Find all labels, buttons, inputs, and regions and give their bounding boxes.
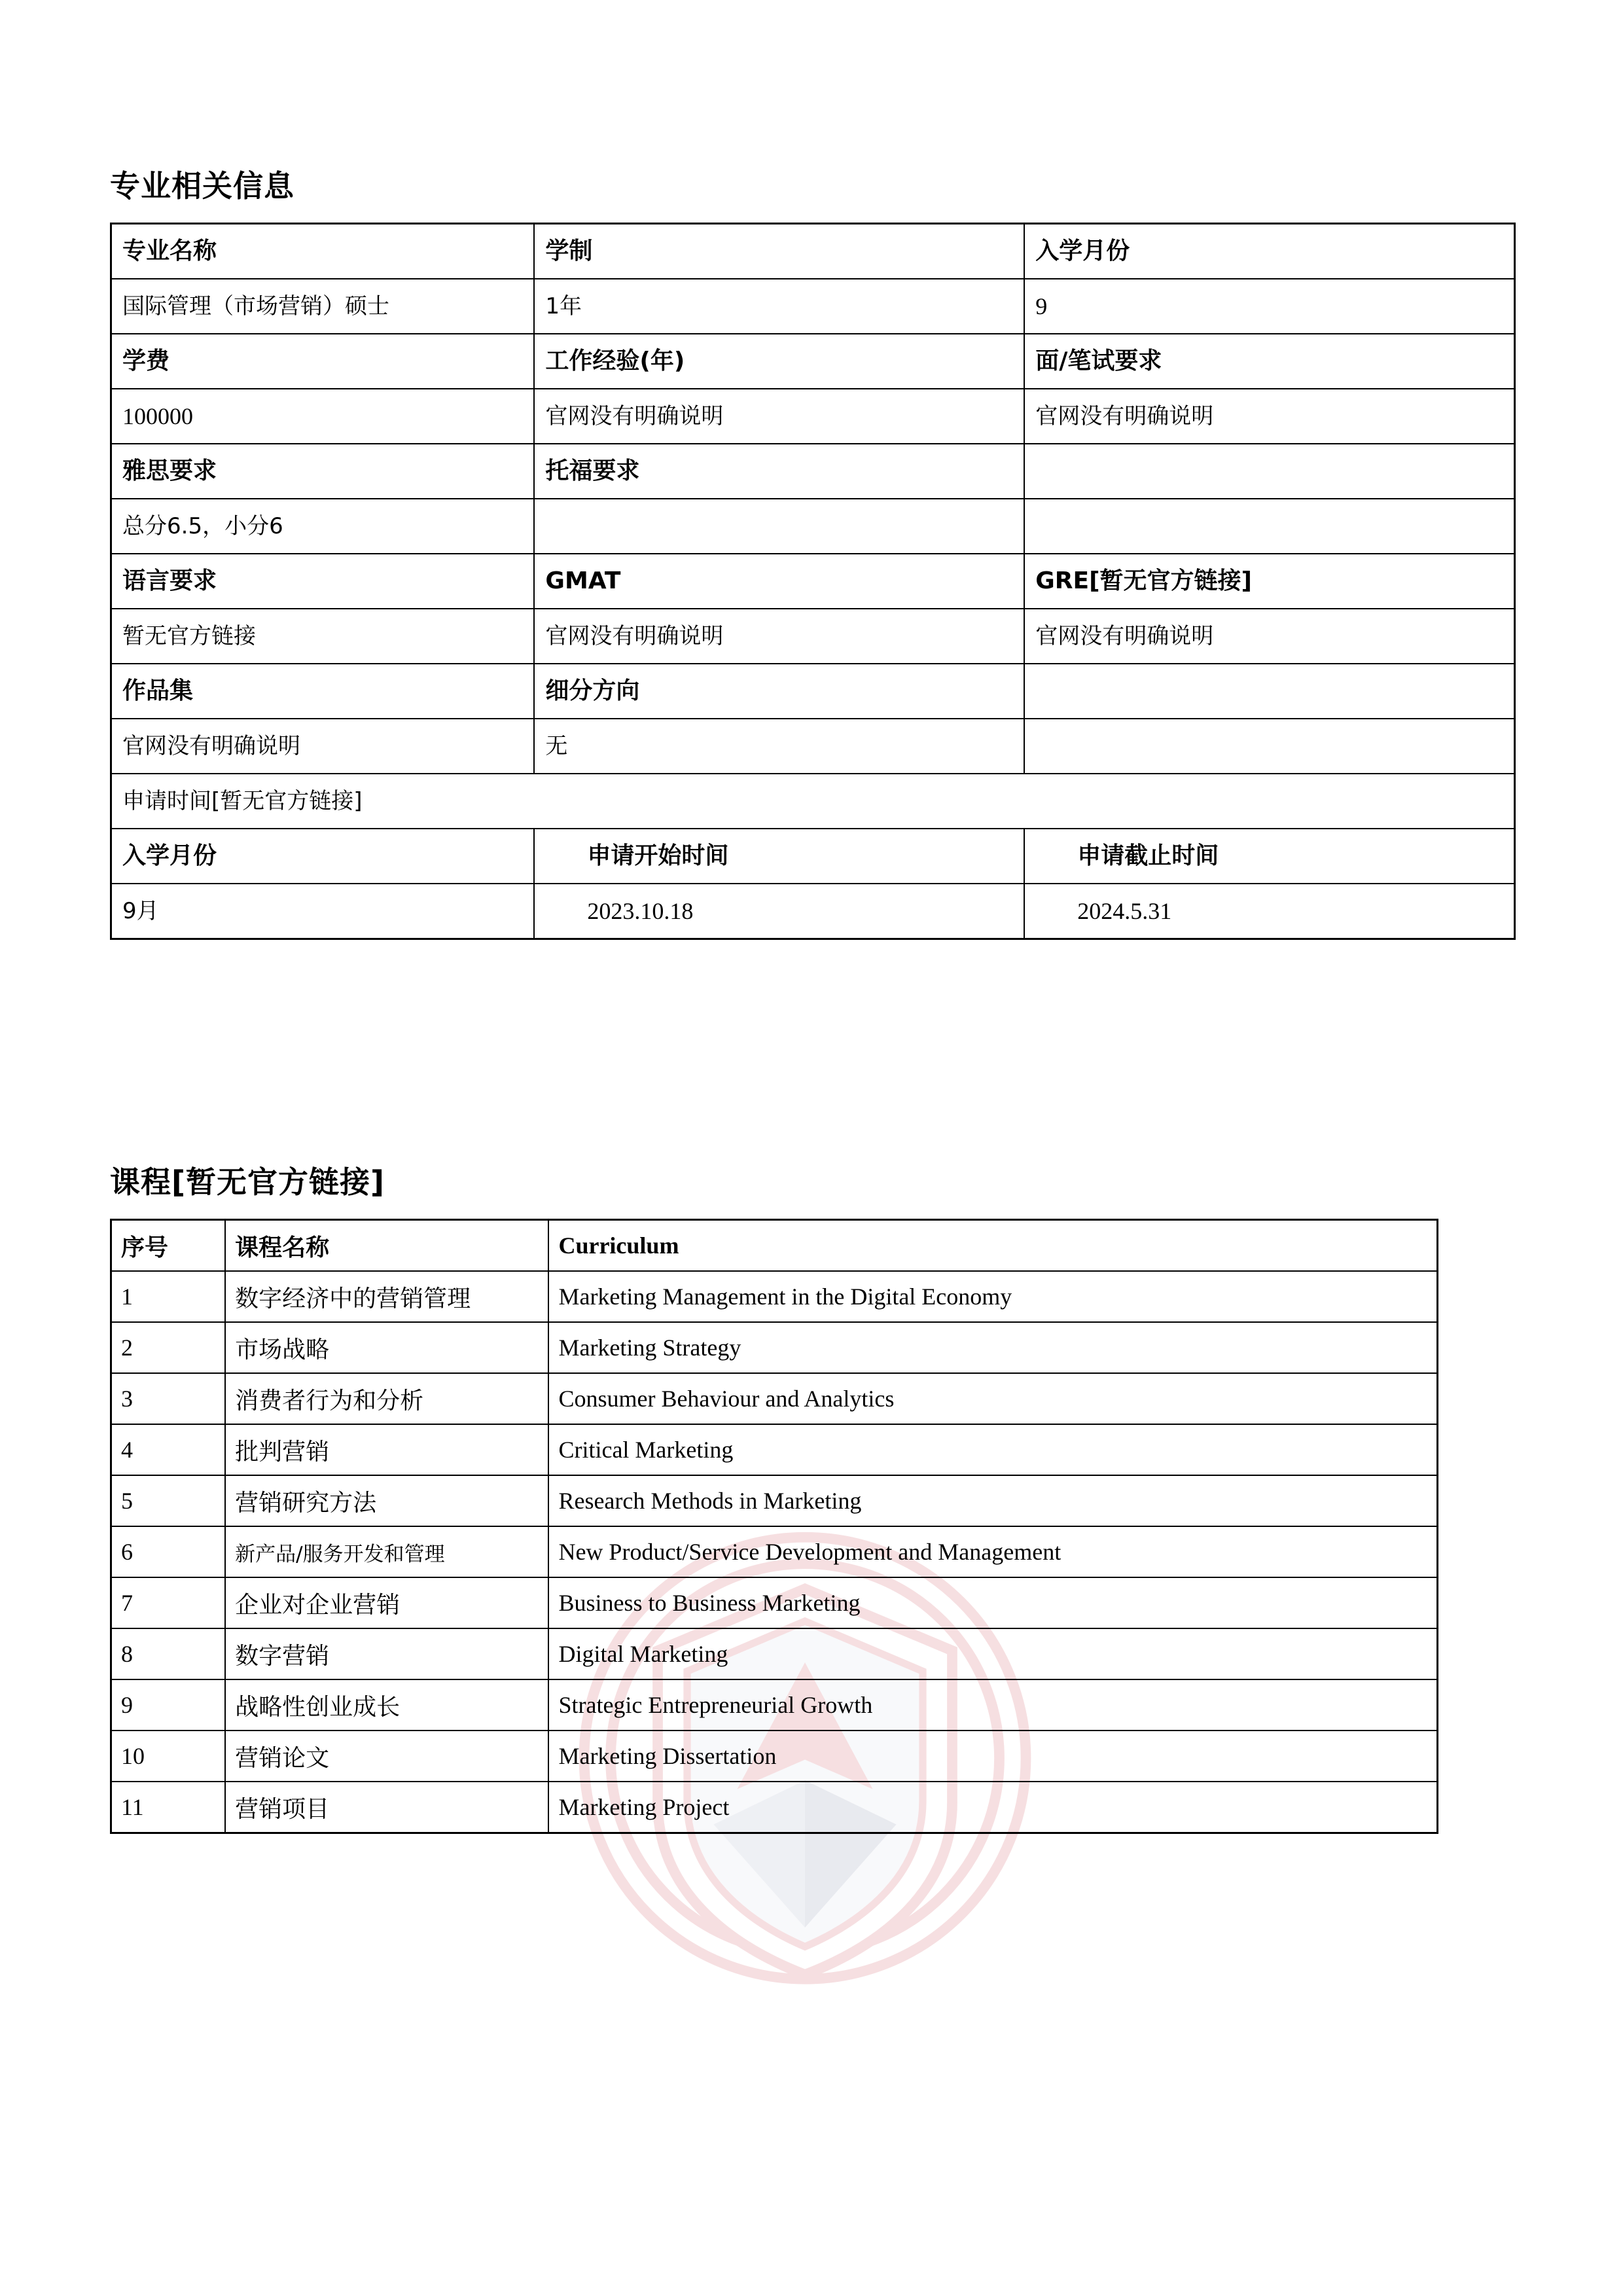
course-name-en: Business to Business Marketing xyxy=(548,1577,1437,1628)
cell-specialization-value: 无 xyxy=(534,719,1024,774)
course-no: 1 xyxy=(111,1271,226,1322)
cell-apply-start-value: 2023.10.18 xyxy=(534,884,1024,939)
table-row xyxy=(111,664,1515,719)
major-info-table xyxy=(110,223,1516,940)
cell-gre-label: GRE[暂无官方链接] xyxy=(1024,554,1514,609)
table-row xyxy=(111,554,1515,609)
cell-portfolio-label: 作品集 xyxy=(111,664,535,719)
course-name-en: Marketing Management in the Digital Economy xyxy=(548,1271,1437,1322)
cell-duration-value: 1年 xyxy=(534,279,1024,334)
course-name-en: Marketing Strategy xyxy=(548,1322,1437,1373)
cell-specialization-label: 细分方向 xyxy=(534,664,1024,719)
col-header-course-cn: 课程名称 xyxy=(225,1220,548,1272)
table-row xyxy=(111,334,1515,389)
cell-intake-label: 入学月份 xyxy=(1024,224,1514,279)
cell-duration-label: 学制 xyxy=(534,224,1024,279)
cell-apply-intake-label: 入学月份 xyxy=(111,829,535,884)
course-name-en: Strategic Entrepreneurial Growth xyxy=(548,1679,1437,1731)
table-header-row xyxy=(111,1220,1438,1272)
cell-portfolio-value: 官网没有明确说明 xyxy=(111,719,535,774)
table-row xyxy=(111,1424,1438,1475)
table-row xyxy=(111,1526,1438,1577)
course-name-cn: 营销项目 xyxy=(225,1782,548,1833)
table-row xyxy=(111,389,1515,444)
table-row xyxy=(111,609,1515,664)
course-name-cn: 市场战略 xyxy=(225,1322,548,1373)
cell-apply-deadline-label: 申请截止时间 xyxy=(1024,829,1514,884)
cell-toefl-value xyxy=(534,499,1024,554)
table-row xyxy=(111,1782,1438,1833)
course-no: 5 xyxy=(111,1475,226,1526)
cell-empty-1 xyxy=(1024,444,1514,499)
col-header-curriculum-en: Curriculum xyxy=(548,1220,1437,1272)
course-name-en: New Product/Service Development and Management xyxy=(548,1526,1437,1577)
table-row xyxy=(111,1731,1438,1782)
cell-empty-2 xyxy=(1024,499,1514,554)
course-name-cn: 数字营销 xyxy=(225,1628,548,1679)
table-row xyxy=(111,1679,1438,1731)
cell-interview-label: 面/笔试要求 xyxy=(1024,334,1514,389)
cell-major-name-label: 专业名称 xyxy=(111,224,535,279)
course-no: 11 xyxy=(111,1782,226,1833)
cell-toefl-label: 托福要求 xyxy=(534,444,1024,499)
course-name-en: Marketing Project xyxy=(548,1782,1437,1833)
course-name-en: Research Methods in Marketing xyxy=(548,1475,1437,1526)
course-name-en: Marketing Dissertation xyxy=(548,1731,1437,1782)
cell-ielts-label: 雅思要求 xyxy=(111,444,535,499)
table-row xyxy=(111,1475,1438,1526)
cell-interview-value: 官网没有明确说明 xyxy=(1024,389,1514,444)
cell-experience-value: 官网没有明确说明 xyxy=(534,389,1024,444)
course-name-cn: 新产品/服务开发和管理 xyxy=(225,1526,548,1577)
course-name-cn: 数字经济中的营销管理 xyxy=(225,1271,548,1322)
cell-tuition-value: 100000 xyxy=(111,389,535,444)
table-row xyxy=(111,1271,1438,1322)
course-name-cn: 消费者行为和分析 xyxy=(225,1373,548,1424)
cell-intake-value: 9 xyxy=(1024,279,1514,334)
cell-experience-label: 工作经验(年) xyxy=(534,334,1024,389)
table-row xyxy=(111,884,1515,939)
course-no: 2 xyxy=(111,1322,226,1373)
table-row xyxy=(111,224,1515,279)
course-no: 8 xyxy=(111,1628,226,1679)
section-major-info xyxy=(110,162,1516,940)
cell-gmat-value: 官网没有明确说明 xyxy=(534,609,1024,664)
course-name-cn: 营销研究方法 xyxy=(225,1475,548,1526)
course-no: 4 xyxy=(111,1424,226,1475)
table-row xyxy=(111,499,1515,554)
table-row xyxy=(111,279,1515,334)
cell-empty-3 xyxy=(1024,664,1514,719)
cell-tuition-label: 学费 xyxy=(111,334,535,389)
course-name-cn: 战略性创业成长 xyxy=(225,1679,548,1731)
table-row xyxy=(111,444,1515,499)
course-no: 9 xyxy=(111,1679,226,1731)
course-name-cn: 批判营销 xyxy=(225,1424,548,1475)
table-row xyxy=(111,1373,1438,1424)
table-row xyxy=(111,1628,1438,1679)
cell-apply-start-label: 申请开始时间 xyxy=(534,829,1024,884)
course-no: 6 xyxy=(111,1526,226,1577)
table-row xyxy=(111,829,1515,884)
cell-apply-intake-value: 9月 xyxy=(111,884,535,939)
cell-empty-4 xyxy=(1024,719,1514,774)
cell-major-name-value: 国际管理（市场营销）硕士 xyxy=(111,279,535,334)
cell-apply-deadline-value: 2024.5.31 xyxy=(1024,884,1514,939)
table-row xyxy=(111,774,1515,829)
table-row xyxy=(111,719,1515,774)
section-title-major-info: 专业相关信息 xyxy=(110,168,294,204)
course-no: 3 xyxy=(111,1373,226,1424)
cell-language-label: 语言要求 xyxy=(111,554,535,609)
cell-language-value: 暂无官方链接 xyxy=(111,609,535,664)
table-row xyxy=(111,1322,1438,1373)
course-name-en: Consumer Behaviour and Analytics xyxy=(548,1373,1437,1424)
table-row xyxy=(111,1577,1438,1628)
course-name-cn: 企业对企业营销 xyxy=(225,1577,548,1628)
cell-ielts-value: 总分6.5，小分6 xyxy=(111,499,535,554)
cell-apply-time-label: 申请时间[暂无官方链接] xyxy=(111,774,1515,829)
course-name-cn: 营销论文 xyxy=(225,1731,548,1782)
cell-gmat-label: GMAT xyxy=(534,554,1024,609)
cell-gre-value: 官网没有明确说明 xyxy=(1024,609,1514,664)
col-header-no: 序号 xyxy=(111,1220,226,1272)
course-name-en: Critical Marketing xyxy=(548,1424,1437,1475)
section-title-curriculum: 课程[暂无官方链接] xyxy=(110,1164,385,1200)
course-no: 7 xyxy=(111,1577,226,1628)
section-curriculum xyxy=(110,1158,1438,1834)
course-name-en: Digital Marketing xyxy=(548,1628,1437,1679)
curriculum-table xyxy=(110,1219,1438,1834)
course-no: 10 xyxy=(111,1731,226,1782)
